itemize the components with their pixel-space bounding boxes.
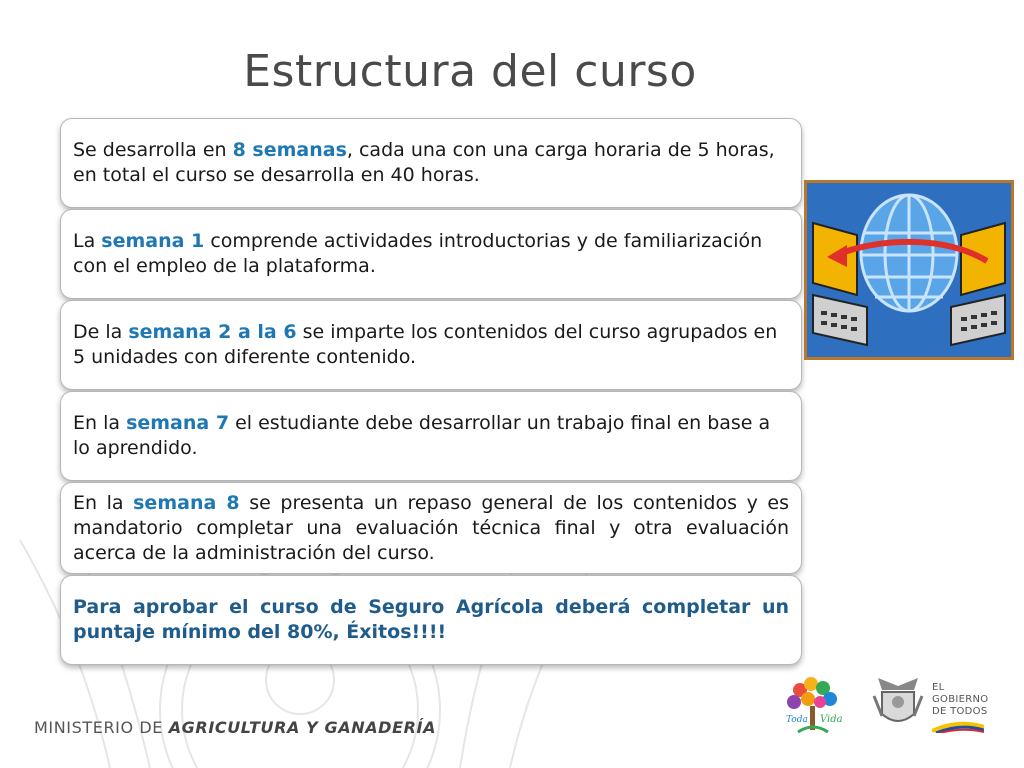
course-item-approval	[60, 575, 802, 665]
course-item-text: De la semana 2 a la 6 se imparte los contenidos del curso agrupados en 5 unidades con diferente contenido.	[73, 321, 778, 368]
ministry-name: MINISTERIO DE AGRICULTURA Y GANADERÍA	[34, 718, 437, 737]
course-item-weeks-2-6	[60, 300, 802, 390]
course-item-text: En la semana 7 el estudiante debe desarrollar un trabajo final en base a lo aprendido.	[73, 412, 771, 459]
slide-title: Estructura del curso	[243, 46, 697, 97]
course-item-weeks	[60, 118, 802, 208]
illustration-svg	[807, 183, 1011, 357]
svg-text:Vida: Vida	[820, 714, 843, 725]
highlight-text: semana 1	[101, 230, 205, 252]
course-item-text: Se desarrolla en 8 semanas, cada una con una carga horaria de 5 horas, en total el curso se desarrolla en 40 horas.	[73, 139, 775, 186]
coat-of-arms-logo	[870, 672, 926, 734]
highlight-text: 8 semanas	[232, 139, 347, 161]
gobierno-flag-stripe	[932, 721, 984, 733]
course-item-week-7	[60, 391, 802, 481]
highlight-text: semana 8	[133, 491, 240, 514]
toda-una-vida-logo	[778, 672, 848, 738]
globe-computers-icon	[804, 180, 1014, 360]
highlight-text: semana 7	[126, 412, 230, 434]
course-item-text: La semana 1 comprende actividades introductorias y de familiarización con el empleo de la plataforma.	[73, 230, 763, 277]
svg-text:Toda: Toda	[786, 715, 808, 725]
course-item-text: En la semana 8 se presenta un repaso general de los contenidos y es mandatorio completar una evaluación técnica final y otra evaluación acerca de la administración del curso.	[73, 491, 789, 564]
highlight-text: semana 2 a la 6	[128, 321, 297, 343]
course-item-week-1	[60, 209, 802, 299]
approval-text: Para aprobar el curso de Seguro Agrícola deberá completar un puntaje mínimo del 80%, Éxitos!!!!	[73, 596, 789, 643]
course-item-week-8	[60, 482, 802, 574]
gobierno-logo-text: EL GOBIERNO DE TODOS	[932, 682, 989, 717]
